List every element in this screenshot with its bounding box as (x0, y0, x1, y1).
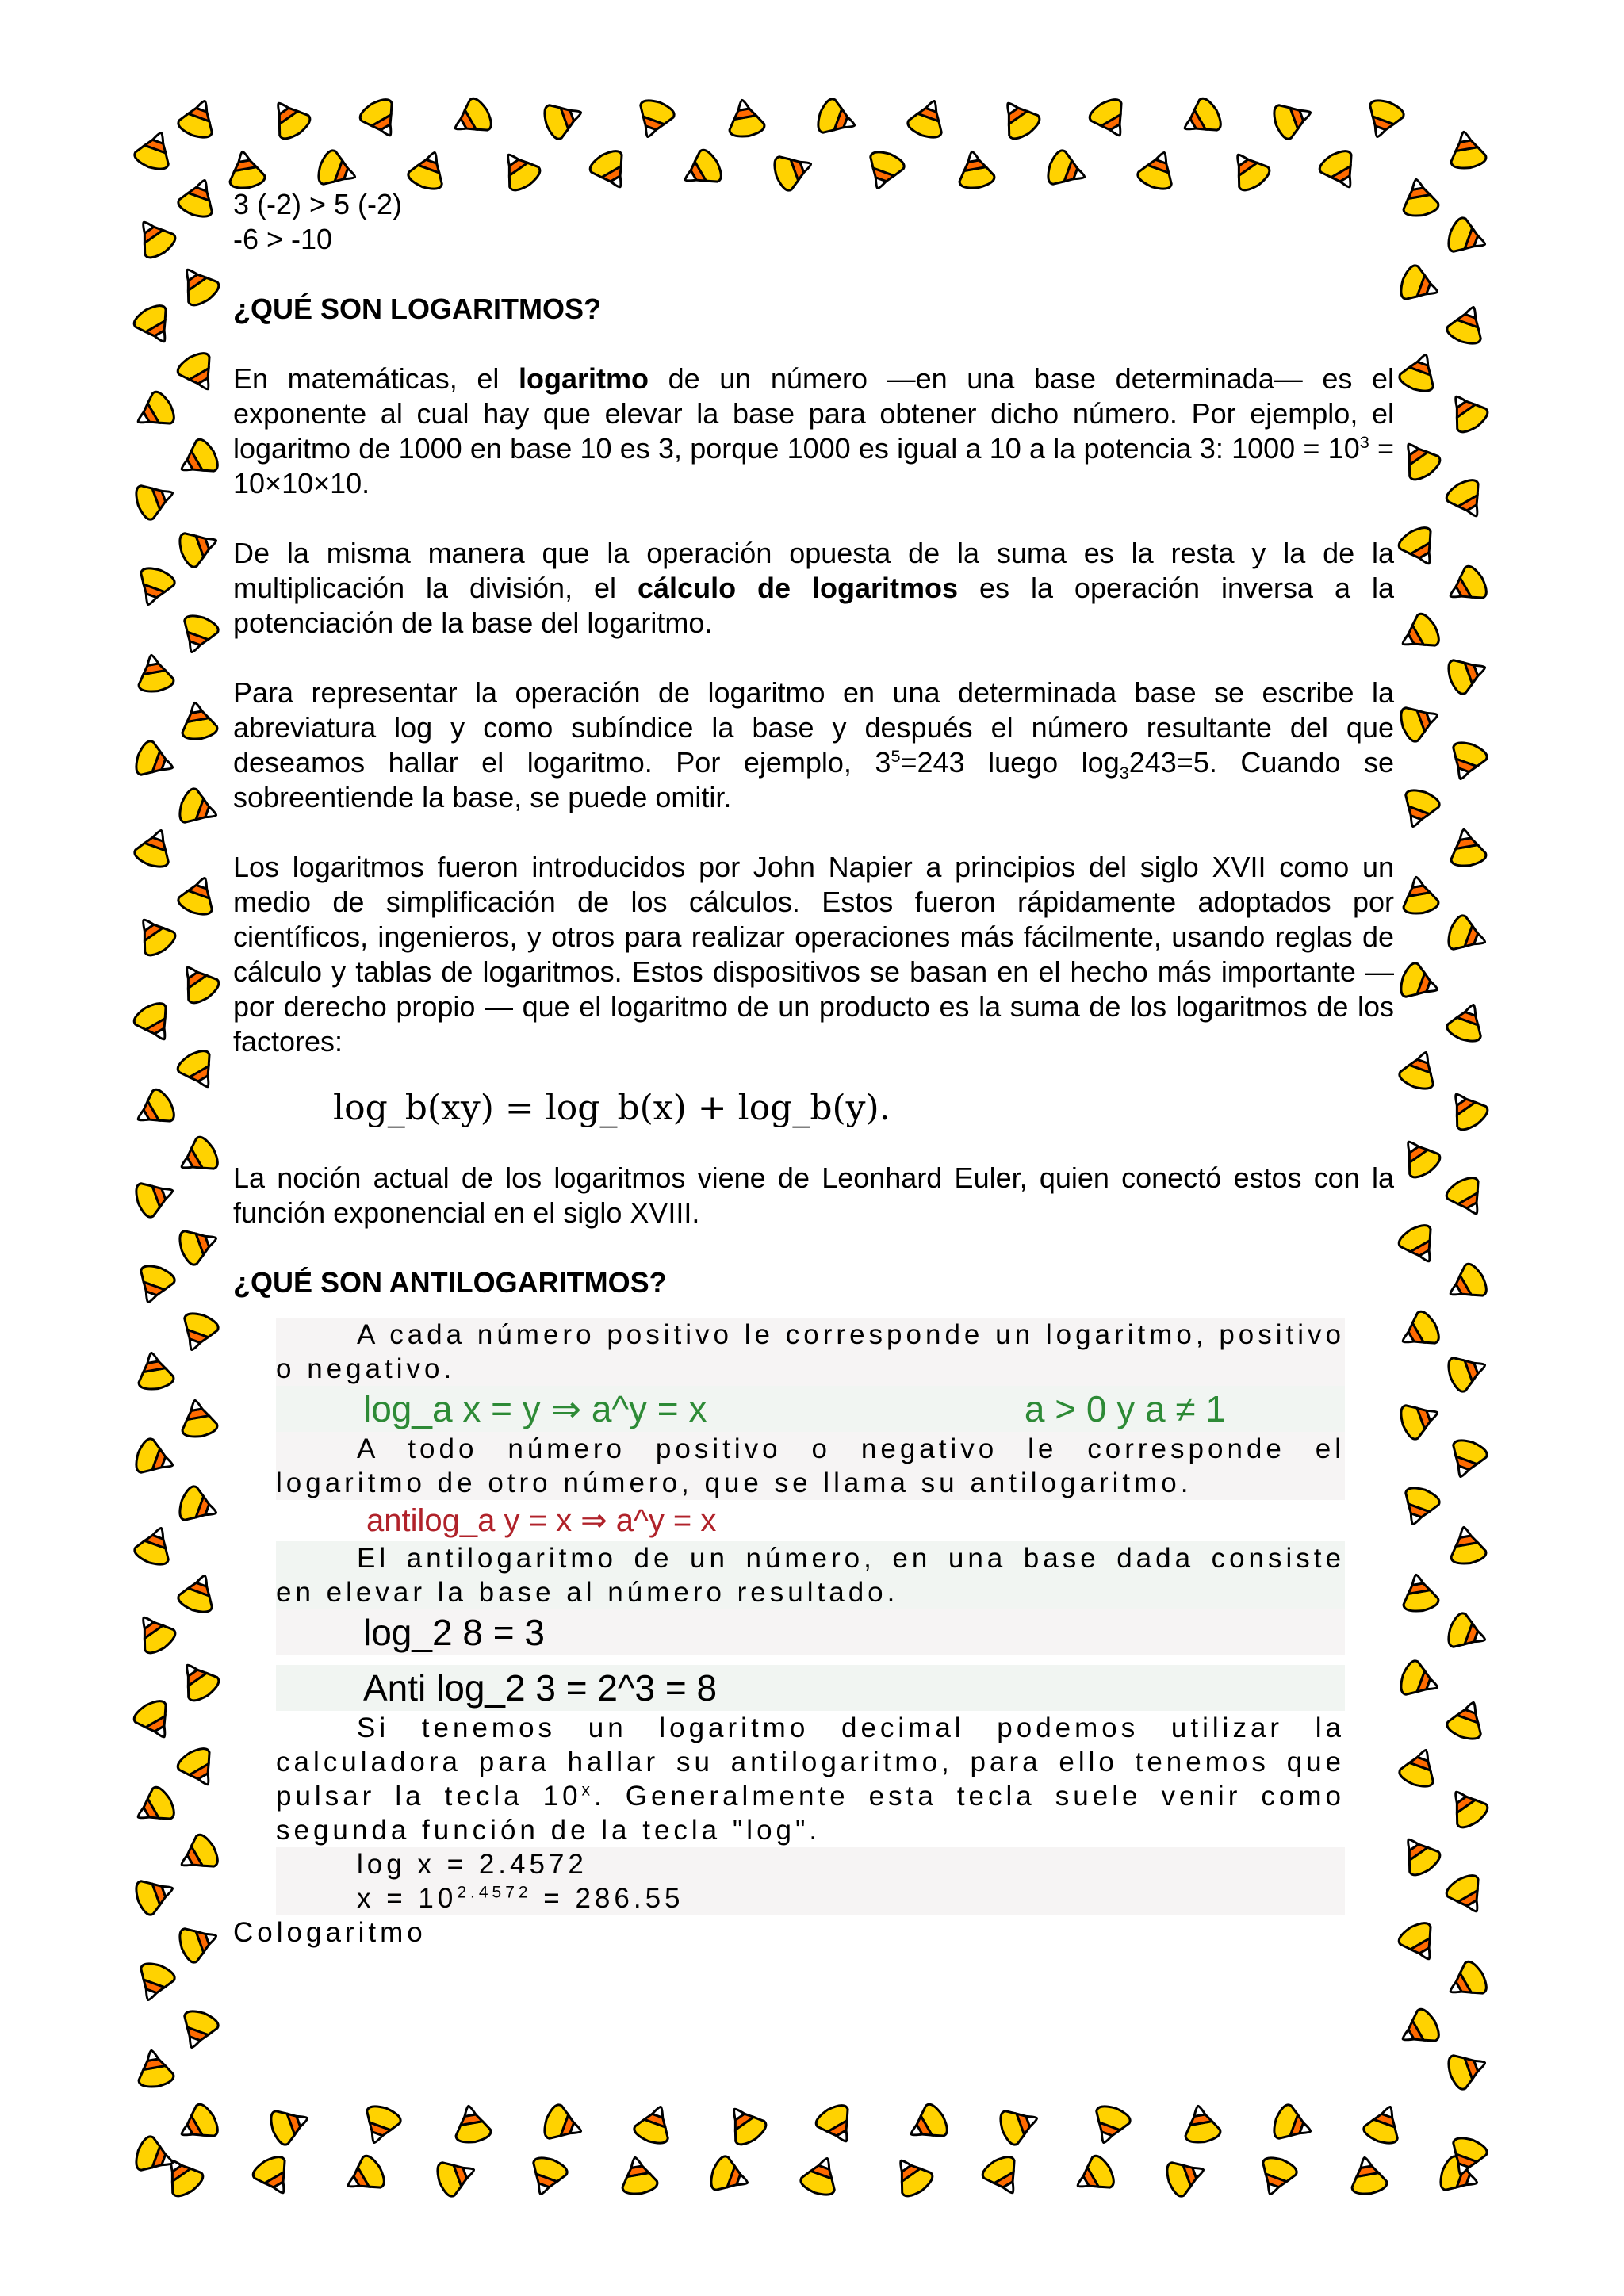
candy-corn (132, 739, 178, 784)
heading-logaritmos: ¿QUÉ SON LOGARITMOS? (233, 293, 601, 325)
candy-corn (173, 436, 222, 484)
candy-corn (131, 301, 179, 350)
candy-corn (1394, 1132, 1444, 1182)
inequality-line-2: -6 > -10 (233, 223, 333, 255)
candy-corn (1399, 177, 1440, 219)
candy-corn (902, 2101, 952, 2149)
candy-corn (176, 524, 222, 569)
candy-corn (1163, 2153, 1209, 2198)
candy-corn (1394, 610, 1443, 659)
candy-corn (979, 2152, 1028, 2202)
candy-corn (174, 1047, 223, 1096)
candy-corn (174, 1744, 223, 1793)
candy-corn (1444, 739, 1489, 785)
candy-corn (1136, 147, 1181, 193)
antilog-text-2: A todo número positivo o negativo le corresponde el logaritmo de otro número, que se llama su antilogaritmo. (276, 1433, 1345, 1498)
formula-log-def: log_a x = y ⇒ a^y = x a > 0 y a ≠ 1 (276, 1386, 1345, 1432)
candy-corn (1445, 2046, 1491, 2091)
candy-corn (1399, 874, 1440, 916)
candy-corn (357, 95, 405, 144)
candy-corn (173, 1134, 222, 1182)
candy-corn (541, 2103, 587, 2148)
candy-corn (1397, 961, 1443, 1006)
candy-corn (1397, 1396, 1443, 1441)
candy-corn (707, 2154, 753, 2199)
candy-corn (1087, 2103, 1132, 2149)
candy-corn (175, 2007, 220, 2053)
candy-corn (1445, 301, 1490, 347)
candy-corn (1445, 913, 1491, 959)
candy-corn (173, 260, 223, 310)
candy-corn (176, 786, 222, 832)
candy-corn (1397, 1047, 1442, 1093)
candy-corn (129, 1608, 179, 1658)
product-rule-formula: log_b(xy) = log_b(x) + log_b(y). (333, 1088, 891, 1128)
candy-corn (1397, 698, 1443, 744)
candy-corn (173, 2101, 222, 2149)
candy-corn (1442, 1261, 1491, 1309)
candy-corn (1446, 129, 1488, 171)
candy-corn (358, 2103, 403, 2149)
candy-corn (1394, 434, 1444, 484)
paragraph-history: Los logaritmos fueron introducidos por John Napier a principios del siglo XVII como un medio de simplificación de los cálculos. Estos fueron rápidamente adoptados por científicos, ingenieros, y otros para realizar operaciones más fácilmente, usando reglas de cálculo y tablas de logaritmos. Estos dispositivos se basan en el hecho más importante — por derecho propio — que el logaritmo de un producto es la suma de los logaritmos de los factores: (233, 851, 1394, 1058)
paragraph-inverse: De la misma manera que la operación opuesta de la suma es la resta y la de la multiplicación la división, el cálculo de logaritmos es la operación inversa a la potenciación de la base del logaritmo. (233, 537, 1394, 639)
candy-corn (1445, 651, 1491, 696)
candy-corn (1362, 2101, 1407, 2147)
candy-corn (1086, 95, 1135, 144)
candy-corn (1254, 2154, 1299, 2200)
candy-corn (1394, 2006, 1443, 2054)
candy-corn (1445, 1349, 1491, 1394)
candy-corn (176, 1484, 222, 1529)
antilog-text-1: A cada número positivo le corresponde un logaritmo, positivo o negativo. (276, 1319, 1345, 1384)
candy-corn (631, 97, 676, 143)
candy-corn (1445, 1697, 1490, 1743)
candy-corn (1446, 827, 1488, 869)
candy-corn (176, 1919, 222, 1965)
candy-corn (541, 96, 587, 141)
candy-corn (1069, 2152, 1118, 2201)
candy-corn (267, 2102, 313, 2147)
candy-corn (132, 1872, 178, 1917)
candy-corn (176, 872, 221, 918)
candy-corn (1442, 387, 1492, 437)
candy-corn (176, 1222, 222, 1267)
candy-corn (176, 1570, 221, 1616)
candy-corn (720, 2099, 770, 2149)
candy-corn (1181, 2103, 1222, 2145)
candy-corn (1397, 349, 1442, 395)
candy-corn (524, 2154, 569, 2200)
candy-corn (1443, 1173, 1492, 1223)
candy-corn (1399, 1572, 1440, 1614)
candy-corn (1442, 563, 1491, 611)
candy-corn (132, 476, 178, 522)
candy-corn (1445, 1611, 1491, 1656)
cologaritmo-label: Cologaritmo (233, 1917, 427, 1948)
candy-corn (906, 95, 951, 141)
heading-antilogaritmos: ¿QUÉ SON ANTILOGARITMOS? (233, 1266, 667, 1299)
candy-corn (1445, 216, 1491, 261)
antilog-box (276, 1318, 1345, 1915)
candy-corn (1397, 1744, 1442, 1790)
candy-corn (1397, 263, 1443, 308)
candy-corn (1444, 1437, 1489, 1483)
candy-corn (250, 2152, 298, 2202)
candy-corn (176, 95, 221, 141)
candy-corn (178, 1398, 219, 1440)
candy-corn (1397, 1659, 1443, 1704)
candy-corn (446, 95, 496, 144)
antilog-text-3: El antilogaritmo de un número, en una base dada consiste en elevar la base al número resultado. (276, 1543, 1345, 1608)
example-log-x: log x = 2.4572 (276, 1847, 1345, 1881)
candy-corn (132, 1960, 177, 2006)
candy-corn (406, 147, 451, 193)
candy-corn (1347, 2155, 1388, 2197)
candy-corn (129, 388, 178, 437)
candy-corn (176, 174, 221, 220)
candy-corn (175, 612, 220, 658)
candy-corn (129, 1086, 178, 1135)
candy-corn (813, 2101, 861, 2150)
candy-corn (799, 2152, 844, 2198)
candy-corn (129, 1784, 178, 1832)
candy-corn (134, 1350, 175, 1392)
candy-corn (1396, 1484, 1442, 1530)
candy-corn (129, 212, 179, 262)
candy-corn (997, 2102, 1043, 2147)
candy-corn (1443, 1871, 1492, 1920)
candy-corn (451, 2103, 492, 2145)
candy-corn (175, 1310, 220, 1356)
candy-corn (1443, 476, 1492, 525)
candy-corn (1396, 786, 1442, 832)
example-x-value: $x = 10^{2.4572} = 286.55$ (276, 1881, 1345, 1915)
candy-corn (174, 349, 223, 398)
formula-log2: log_2 8 = 3 (276, 1609, 1345, 1655)
candy-corn (1442, 1085, 1492, 1135)
paragraph-definition: En matemáticas, el logaritmo de un número —en una base determinada— es el exponente al cual hay que elevar la base para obtener dicho número. Por ejemplo, el logaritmo de 1000 en base 10 es 3, porque 1000 es igual a 10 a la potencia 3: $1000 = 10^3 = 10\times 10\times 10$. (233, 362, 1394, 499)
paragraph-notation: Para representar la operación de logaritmo en una determinada base se escribe la abreviatura log y como subíndice la base y después el número resultante del que deseamos hallar el logaritmo. Por ejemplo, $3^5=243$ luego $\log_3243=5$. Cuando se sobreentiende la base, se puede omitir. (233, 676, 1395, 813)
formula-antilog2: Anti log_2 3 = 2^3 = 8 (276, 1665, 1345, 1711)
antilog-text-4: Si tenemos un logaritmo decimal podemos utilizar la calculadora para hallar su antilogaritmo, para ello tenemos que pulsar la tecla 10$^x$. Generalmente esta tecla suele venir como segunda función de la tecla "log". (276, 1712, 1345, 1846)
candy-corn (132, 1522, 178, 1568)
candy-corn (1176, 95, 1225, 144)
candy-corn (339, 2152, 389, 2201)
candy-corn (134, 652, 175, 695)
candy-corn (225, 149, 266, 191)
candy-corn (1446, 1525, 1488, 1567)
candy-corn (994, 94, 1044, 144)
candy-corn (632, 2101, 677, 2147)
candy-corn (178, 700, 219, 742)
candy-corn (132, 564, 177, 610)
candy-corn (725, 98, 766, 140)
candy-corn (1361, 97, 1406, 143)
candy-corn (1270, 2103, 1316, 2148)
candy-corn (1445, 999, 1490, 1045)
candy-corn (264, 94, 314, 144)
candy-corn (173, 1655, 223, 1705)
candy-corn (132, 825, 178, 871)
candy-corn (618, 2155, 659, 2197)
candy-corn (134, 2048, 175, 2090)
candy-corn (1396, 1919, 1444, 1968)
paragraph-euler: La noción actual de los logaritmos viene de Leonhard Euler, quien conectó estos con la función exponencial en el siglo XVIII. (233, 1161, 1394, 1229)
candy-corn (1270, 96, 1316, 141)
candy-corn (1394, 1830, 1444, 1880)
inequality-line-1: 3 (-2) > 5 (-2) (233, 188, 403, 220)
candy-corn (173, 958, 223, 1008)
candy-corn (173, 1831, 222, 1880)
formula-antilog-def: antilog_a y = x ⇒ a^y = x (366, 1503, 717, 1538)
candy-corn (129, 910, 179, 960)
candy-corn (131, 1697, 179, 1746)
candy-corn (1442, 1958, 1491, 2007)
candy-corn (1396, 523, 1444, 572)
candy-corn (132, 127, 178, 173)
candy-corn (132, 1262, 177, 1308)
candy-corn (1396, 1221, 1444, 1270)
candy-corn (434, 2153, 480, 2198)
candy-corn (814, 97, 860, 142)
candy-corn (131, 999, 179, 1048)
candy-corn (1442, 1782, 1492, 1832)
candy-corn (1394, 1308, 1443, 1357)
candy-corn (132, 1437, 178, 1482)
candy-corn (132, 1174, 178, 1219)
document-body (233, 187, 1394, 1950)
candy-corn (771, 147, 817, 193)
candy-corn (955, 149, 996, 191)
candy-corn (887, 2151, 936, 2201)
